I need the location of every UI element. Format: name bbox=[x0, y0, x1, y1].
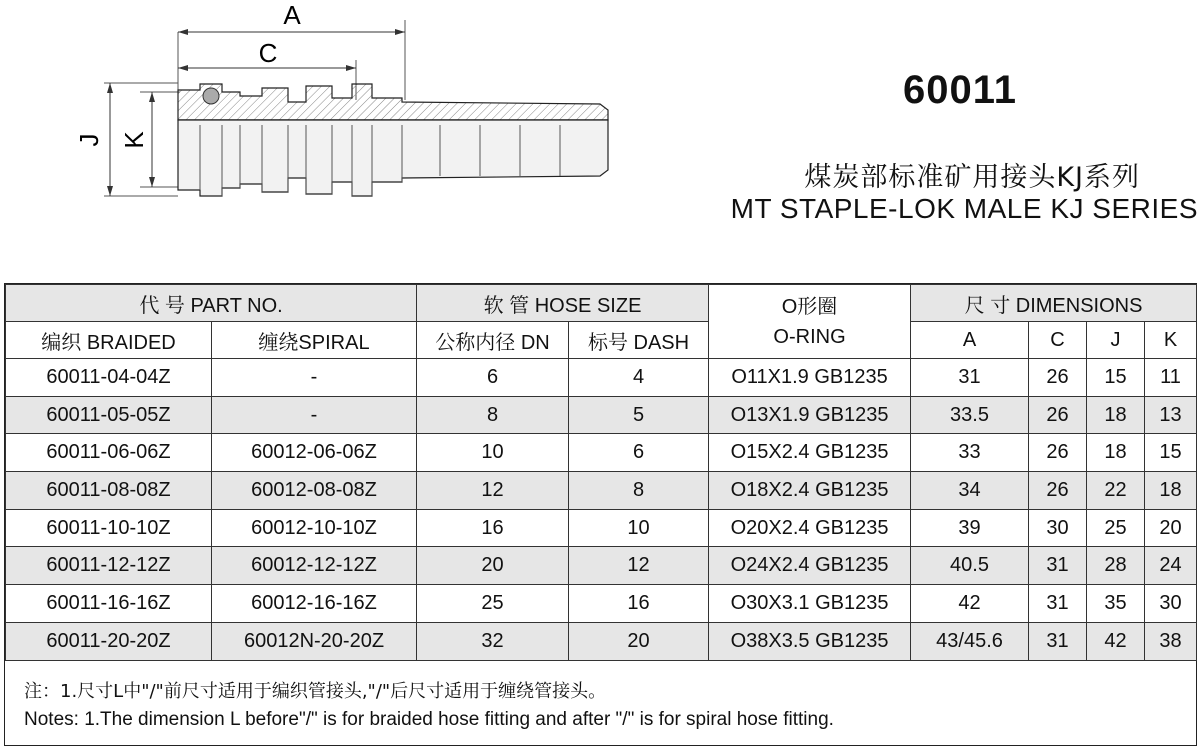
cell-j: 35 bbox=[1087, 585, 1145, 623]
table-row bbox=[6, 396, 1197, 434]
header-spiral: 缠绕SPIRAL bbox=[212, 322, 417, 359]
header-hose-size: 软 管 HOSE SIZE bbox=[417, 285, 709, 322]
spec-table-body bbox=[6, 359, 1197, 661]
cell-k: 30 bbox=[1145, 585, 1197, 623]
cell-dn: 32 bbox=[417, 622, 569, 660]
cell-dash: 16 bbox=[569, 585, 709, 623]
series-title-cn: 煤炭部标准矿用接头KJ系列 bbox=[804, 162, 1140, 193]
spec-table-container bbox=[4, 283, 1197, 746]
table-row bbox=[6, 585, 1197, 623]
cell-oring: O15X2.4 GB1235 bbox=[709, 434, 911, 472]
cell-spiral: - bbox=[212, 359, 417, 397]
cell-k: 24 bbox=[1145, 547, 1197, 585]
header-dim-k: K bbox=[1145, 322, 1197, 359]
cell-dash: 4 bbox=[569, 359, 709, 397]
cell-k: 11 bbox=[1145, 359, 1197, 397]
cell-a: 31 bbox=[911, 359, 1029, 397]
cell-dn: 8 bbox=[417, 396, 569, 434]
cell-a: 39 bbox=[911, 509, 1029, 547]
cell-c: 26 bbox=[1029, 359, 1087, 397]
table-row bbox=[6, 434, 1197, 472]
cell-dn: 6 bbox=[417, 359, 569, 397]
cell-j: 18 bbox=[1087, 396, 1145, 434]
header-oring bbox=[709, 285, 911, 359]
fitting-drawing bbox=[0, 0, 700, 250]
model-number: 60011 bbox=[902, 68, 1018, 112]
header-dn: 公称内径 DN bbox=[417, 322, 569, 359]
cell-oring: O38X3.5 GB1235 bbox=[709, 622, 911, 660]
cell-oring: O18X2.4 GB1235 bbox=[709, 472, 911, 510]
cell-c: 31 bbox=[1029, 547, 1087, 585]
cell-c: 30 bbox=[1029, 509, 1087, 547]
cell-k: 38 bbox=[1145, 622, 1197, 660]
cell-c: 31 bbox=[1029, 622, 1087, 660]
cell-j: 15 bbox=[1087, 359, 1145, 397]
cell-oring: O20X2.4 GB1235 bbox=[709, 509, 911, 547]
dim-label-j: J bbox=[74, 133, 104, 147]
cell-a: 33.5 bbox=[911, 396, 1029, 434]
cell-braided: 60011-05-05Z bbox=[6, 396, 212, 434]
table-row bbox=[6, 509, 1197, 547]
cell-braided: 60011-16-16Z bbox=[6, 585, 212, 623]
cell-j: 28 bbox=[1087, 547, 1145, 585]
cell-c: 26 bbox=[1029, 434, 1087, 472]
cell-dash: 10 bbox=[569, 509, 709, 547]
cell-dash: 12 bbox=[569, 547, 709, 585]
cell-k: 18 bbox=[1145, 472, 1197, 510]
spec-table bbox=[5, 284, 1197, 661]
header-dim-c: C bbox=[1029, 322, 1087, 359]
note-cn: 注：1.尺寸L中"/"前尺寸适用于编织管接头,"/"后尺寸适用于缠绕管接头。 bbox=[24, 681, 607, 702]
cell-j: 18 bbox=[1087, 434, 1145, 472]
cell-k: 13 bbox=[1145, 396, 1197, 434]
cell-dash: 20 bbox=[569, 622, 709, 660]
cell-k: 15 bbox=[1145, 434, 1197, 472]
cell-spiral: 60012-16-16Z bbox=[212, 585, 417, 623]
series-title-en: MT STAPLE-LOK MALE KJ SERIES bbox=[730, 193, 1198, 224]
cell-braided: 60011-20-20Z bbox=[6, 622, 212, 660]
cell-dn: 16 bbox=[417, 509, 569, 547]
header-oring-cn: O形圈 bbox=[781, 295, 838, 318]
cell-oring: O13X1.9 GB1235 bbox=[709, 396, 911, 434]
cell-spiral: - bbox=[212, 396, 417, 434]
cell-braided: 60011-10-10Z bbox=[6, 509, 212, 547]
cell-braided: 60011-12-12Z bbox=[6, 547, 212, 585]
table-row bbox=[6, 359, 1197, 397]
note-en: Notes: 1.The dimension L before"/" is for braided hose fitting and after "/" is for spiral hose fitting. bbox=[24, 709, 834, 730]
cell-braided: 60011-04-04Z bbox=[6, 359, 212, 397]
table-row bbox=[6, 547, 1197, 585]
cell-spiral: 60012-06-06Z bbox=[212, 434, 417, 472]
cell-dn: 12 bbox=[417, 472, 569, 510]
header-dimensions: 尺 寸 DIMENSIONS bbox=[911, 285, 1197, 322]
notes bbox=[24, 678, 834, 734]
header-dim-j: J bbox=[1087, 322, 1145, 359]
header-dash: 标号 DASH bbox=[569, 322, 709, 359]
header-oring-en: O-RING bbox=[773, 325, 846, 348]
dim-label-k: K bbox=[119, 131, 149, 149]
cell-a: 42 bbox=[911, 585, 1029, 623]
cell-dn: 10 bbox=[417, 434, 569, 472]
cell-oring: O30X3.1 GB1235 bbox=[709, 585, 911, 623]
cell-spiral: 60012N-20-20Z bbox=[212, 622, 417, 660]
cell-a: 33 bbox=[911, 434, 1029, 472]
cell-a: 40.5 bbox=[911, 547, 1029, 585]
header-braided: 编织 BRAIDED bbox=[6, 322, 212, 359]
cell-spiral: 60012-08-08Z bbox=[212, 472, 417, 510]
header-dim-a: A bbox=[911, 322, 1029, 359]
cell-dash: 5 bbox=[569, 396, 709, 434]
cell-k: 20 bbox=[1145, 509, 1197, 547]
cell-dn: 25 bbox=[417, 585, 569, 623]
table-row bbox=[6, 472, 1197, 510]
cell-spiral: 60012-12-12Z bbox=[212, 547, 417, 585]
cell-braided: 60011-08-08Z bbox=[6, 472, 212, 510]
cell-j: 25 bbox=[1087, 509, 1145, 547]
cell-dash: 8 bbox=[569, 472, 709, 510]
cell-spiral: 60012-10-10Z bbox=[212, 509, 417, 547]
cell-j: 42 bbox=[1087, 622, 1145, 660]
dim-label-c: C bbox=[258, 38, 278, 68]
dim-label-a: A bbox=[283, 0, 301, 30]
cell-a: 43/45.6 bbox=[911, 622, 1029, 660]
cell-dash: 6 bbox=[569, 434, 709, 472]
cell-dn: 20 bbox=[417, 547, 569, 585]
cell-oring: O24X2.4 GB1235 bbox=[709, 547, 911, 585]
cell-braided: 60011-06-06Z bbox=[6, 434, 212, 472]
table-row bbox=[6, 622, 1197, 660]
cell-c: 31 bbox=[1029, 585, 1087, 623]
cell-oring: O11X1.9 GB1235 bbox=[709, 359, 911, 397]
cell-c: 26 bbox=[1029, 396, 1087, 434]
cell-j: 22 bbox=[1087, 472, 1145, 510]
header-part-no: 代 号 PART NO. bbox=[6, 285, 417, 322]
cell-c: 26 bbox=[1029, 472, 1087, 510]
cell-a: 34 bbox=[911, 472, 1029, 510]
